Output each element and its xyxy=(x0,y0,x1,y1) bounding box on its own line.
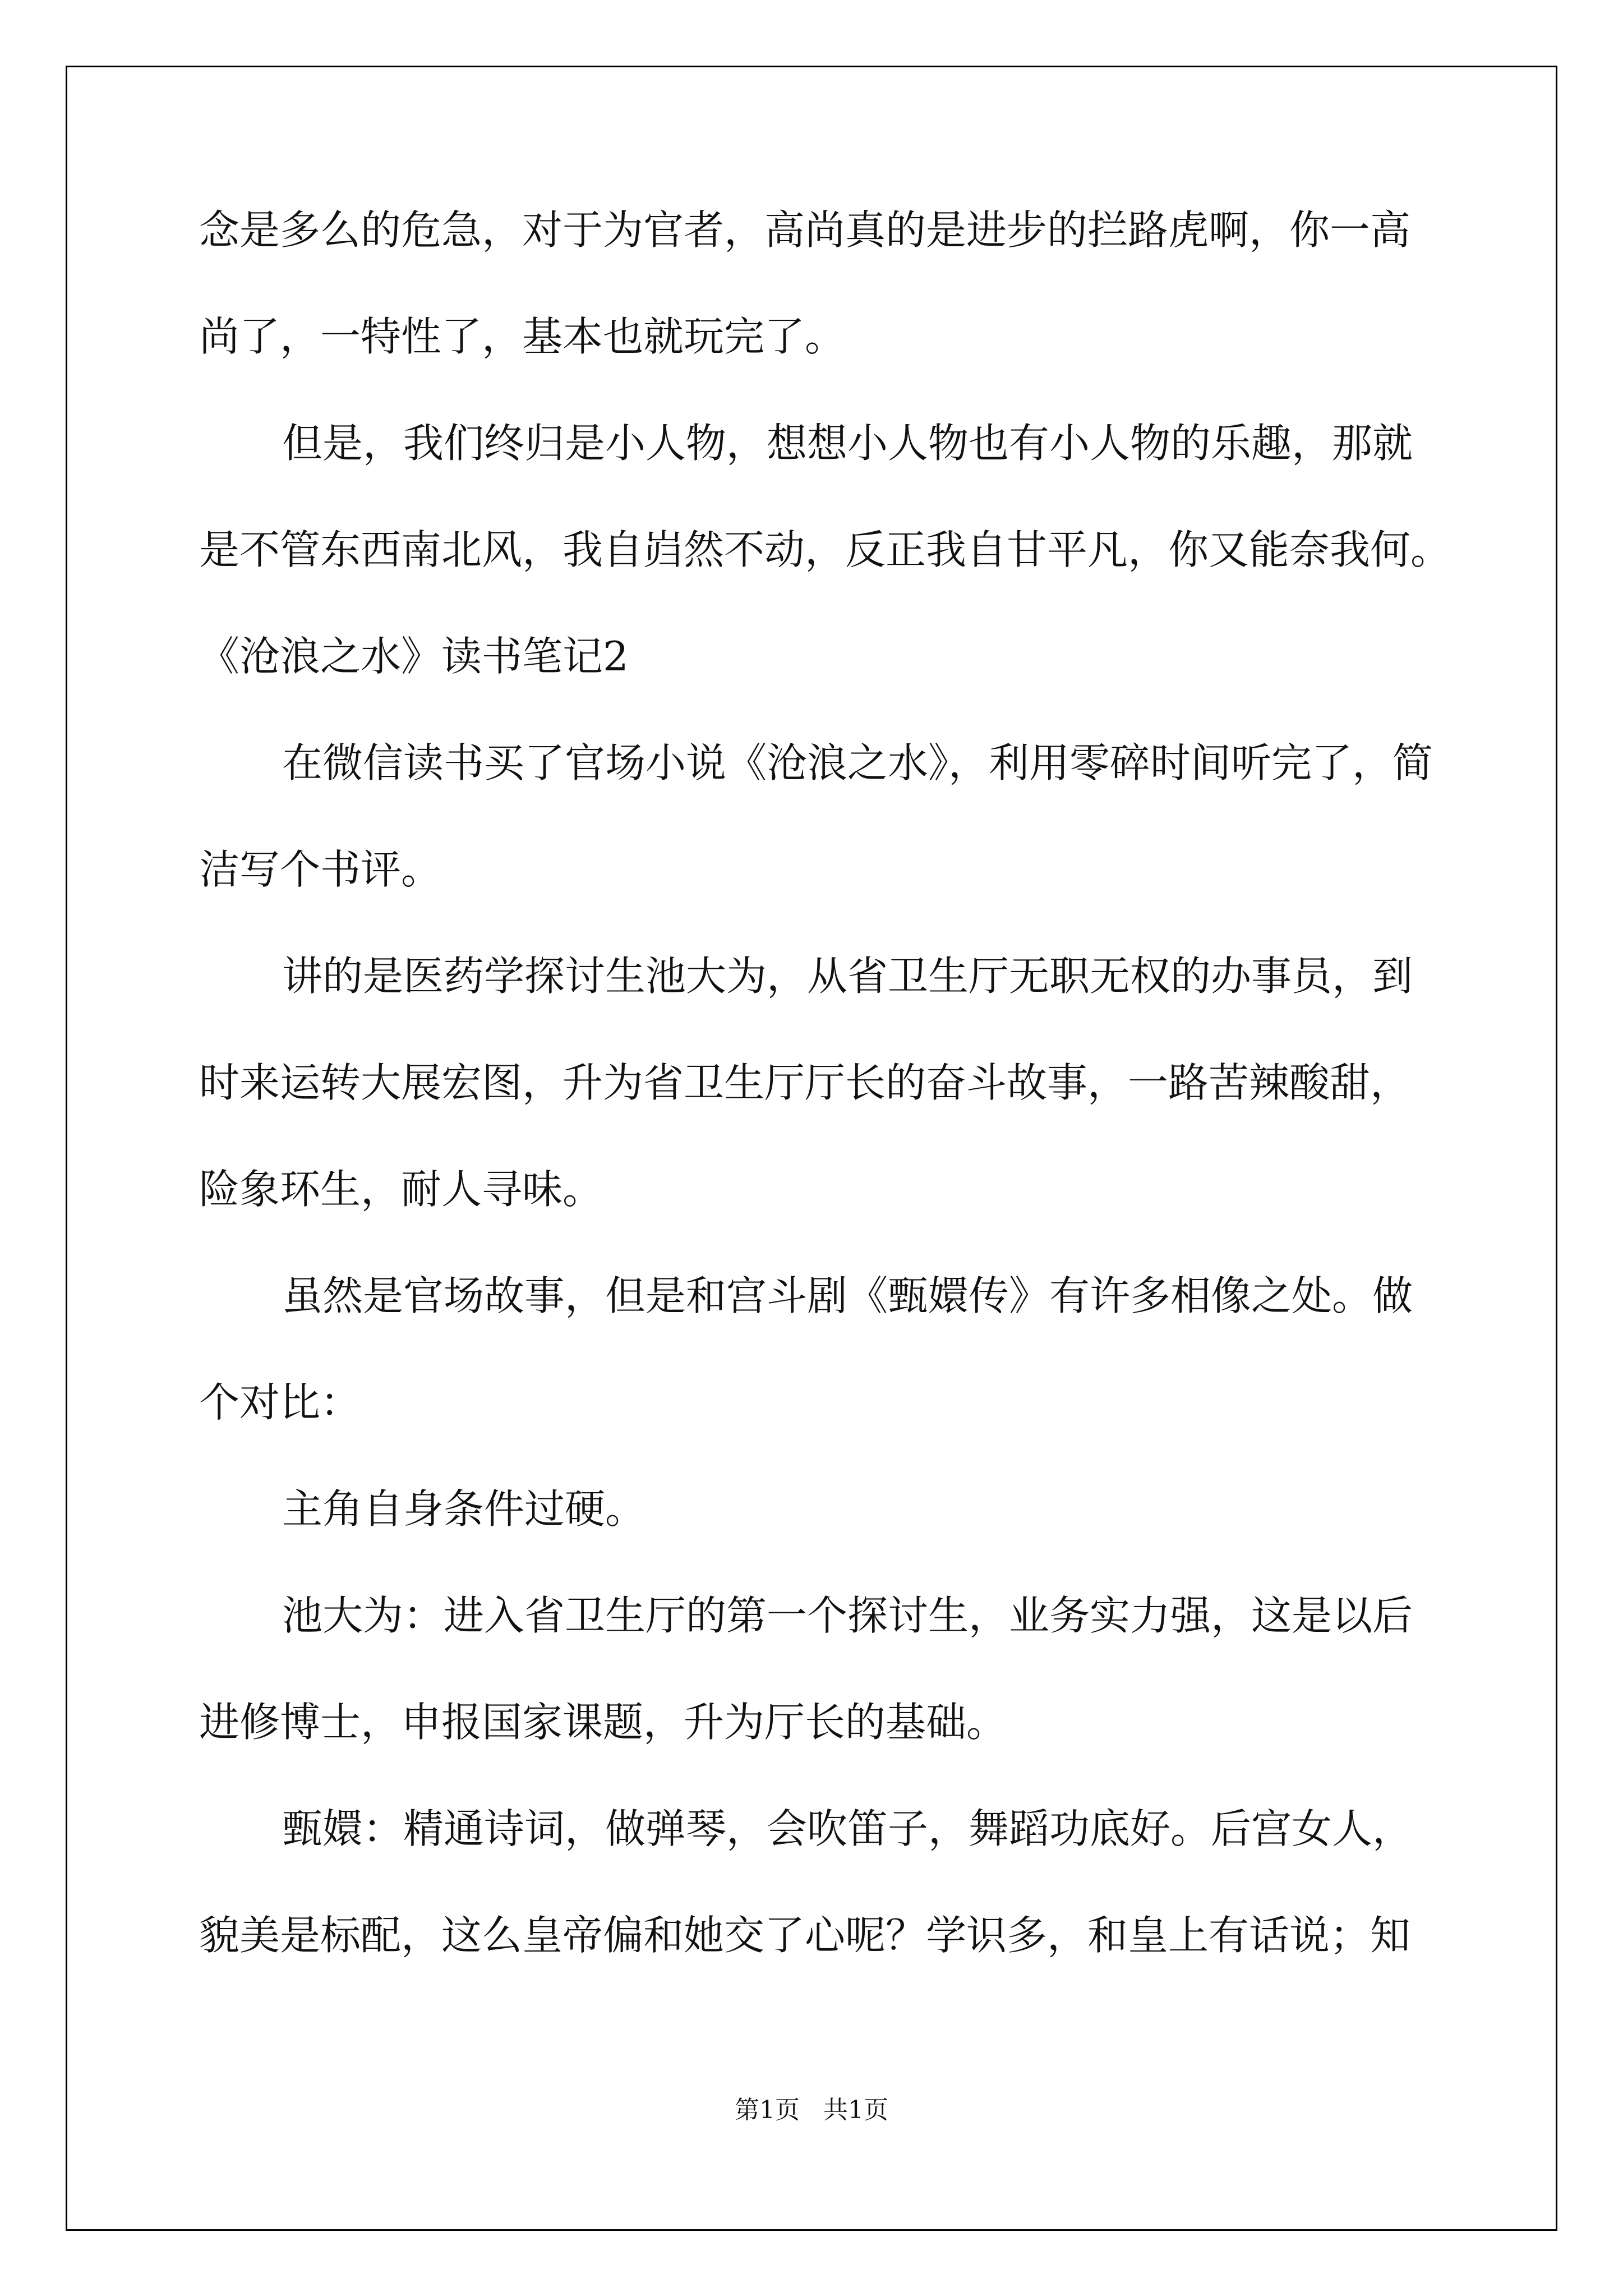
paragraph-start-line: 在微信读书买了官场小说《沧浪之水》，利用零碎时间听完了，简 xyxy=(282,739,1433,786)
page-border xyxy=(66,66,1557,2231)
text-line: 险象环生，耐人寻味。 xyxy=(199,1166,603,1213)
page-footer: 第1页 共1页 xyxy=(735,2096,888,2124)
paragraph-start-line: 池大为：进入省卫生厅的第一个探讨生，业务实力强，这是以后 xyxy=(282,1592,1413,1639)
paragraph-start-line: 讲的是医药学探讨生池大为，从省卫生厅无职无权的办事员，到 xyxy=(282,953,1413,1000)
text-line: 念是多么的危急，对于为官者，高尚真的是进步的拦路虎啊，你一高 xyxy=(199,206,1411,254)
paragraph-start-line: 甄嬛：精通诗词，做弹琴，会吹笛子，舞蹈功底好。后宫女人， xyxy=(282,1805,1413,1852)
section-heading: 《沧浪之水》读书笔记2 xyxy=(199,633,629,680)
paragraph-start-line: 虽然是官场故事，但是和宫斗剧《甄嬛传》有许多相像之处。做 xyxy=(282,1272,1413,1319)
text-line: 进修博士，申报国家课题，升为厅长的基础。 xyxy=(199,1699,1007,1746)
text-line: 时来运转大展宏图，升为省卫生厅厅长的奋斗故事，一路苦辣酸甜， xyxy=(199,1059,1411,1106)
paragraph-start-line: 主角自身条件过硬。 xyxy=(282,1485,646,1533)
text-line: 个对比： xyxy=(199,1379,361,1426)
text-line: 貌美是标配，这么皇帝偏和她交了心呢？学识多，和皇上有话说；知 xyxy=(199,1912,1411,1959)
text-line: 洁写个书评。 xyxy=(199,846,442,893)
paragraph-start-line: 但是，我们终归是小人物，想想小人物也有小人物的乐趣，那就 xyxy=(282,420,1413,467)
text-line: 是不管东西南北风，我自岿然不动，反正我自甘平凡，你又能奈我何。 xyxy=(199,526,1451,573)
text-line: 尚了，一特性了，基本也就玩完了。 xyxy=(199,313,846,360)
